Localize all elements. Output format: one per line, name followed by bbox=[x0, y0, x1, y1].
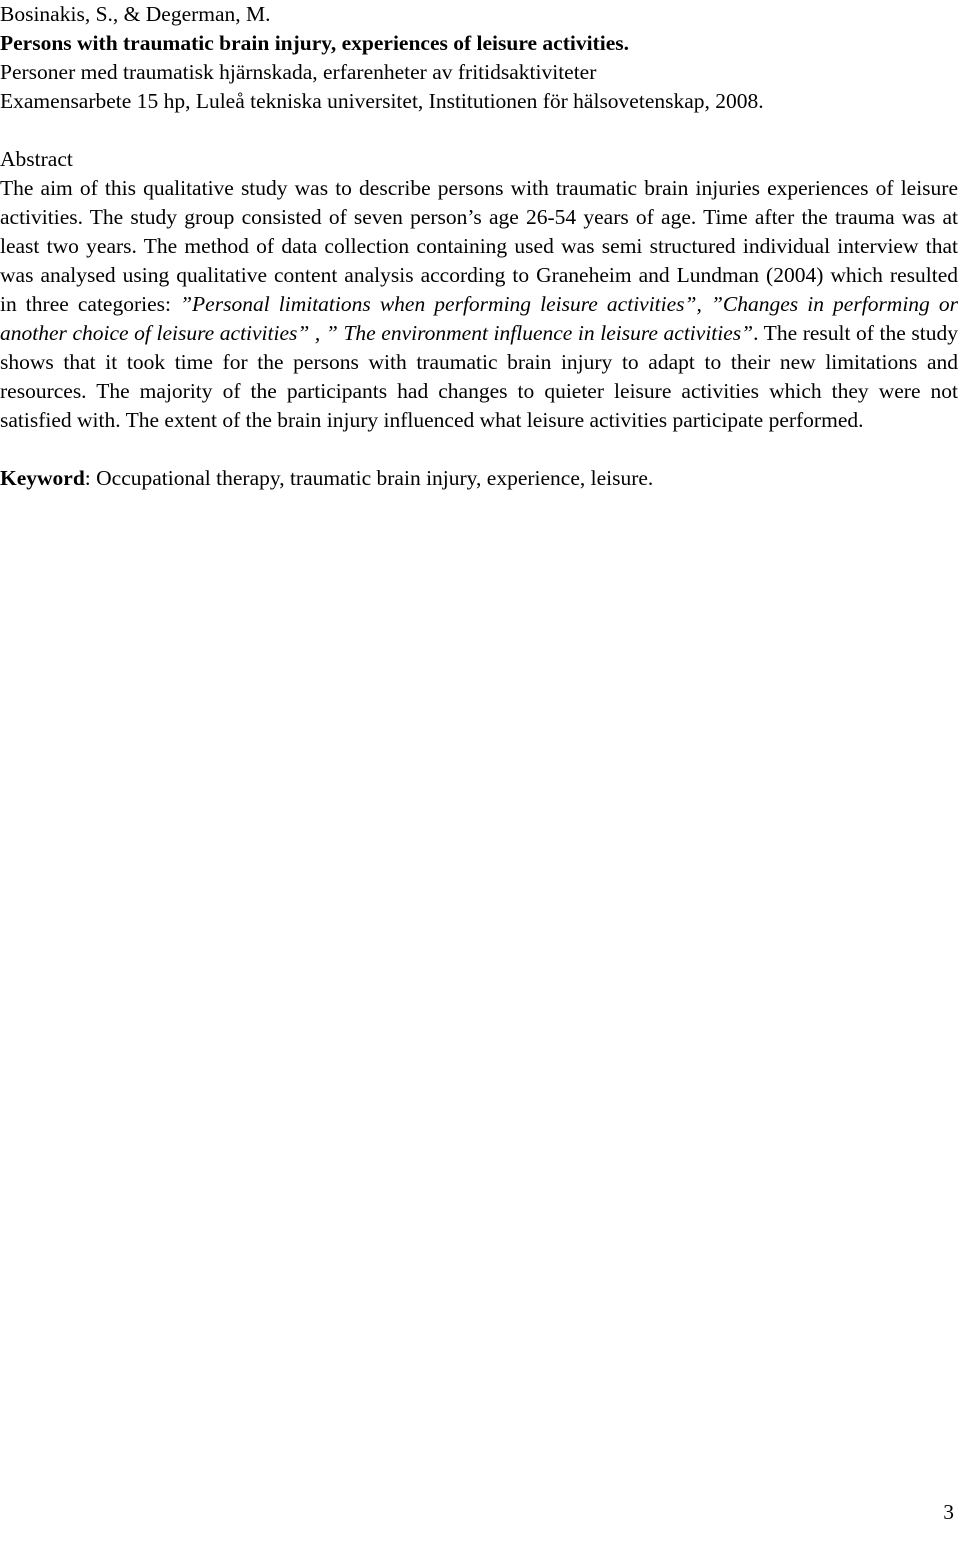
authors: Bosinakis, S., & Degerman, M. bbox=[0, 2, 271, 26]
page-number: 3 bbox=[943, 1500, 954, 1524]
thesis-info: Examensarbete 15 hp, Luleå tekniska universitet, Institutionen för hälsovetenskap, 2008. bbox=[0, 89, 764, 113]
abstract-text-part-2: . The result of the study shows that it took time for the persons with traumatic brain injury to adapt to their new limitations and resources. The majority of the participants had changes to quieter leisure activities which they were not satisfied with. The extent of the brain injury influenced what leisure activities participate performed. bbox=[0, 321, 958, 432]
title-english: Persons with traumatic brain injury, experiences of leisure activities. bbox=[0, 31, 629, 55]
document-page bbox=[0, 0, 958, 493]
abstract-categories: ”Personal limitations when performing leisure activities”, ”Changes in performing or another choice of leisure activities” , ” The environment influence in leisure activities” bbox=[0, 292, 959, 345]
abstract-text-part-1: The aim of this qualitative study was to describe persons with traumatic brain injuries experiences of leisure activities. The study group consisted of seven person’s age 26-54 years of age. Time after the trauma was at least two years. The method of data collection containing used was semi structured individual interview that was analysed using qualitative content analysis according to Graneheim and Lundman (2004) which resulted in three categories: bbox=[0, 176, 958, 316]
abstract-heading: Abstract bbox=[0, 147, 73, 171]
abstract-body bbox=[0, 174, 958, 435]
keywords bbox=[0, 464, 958, 493]
title-swedish: Personer med traumatisk hjärnskada, erfarenheter av fritidsaktiviteter bbox=[0, 60, 597, 84]
keywords-text: : Occupational therapy, traumatic brain injury, experience, leisure. bbox=[84, 466, 654, 490]
keywords-label: Keyword bbox=[0, 466, 85, 490]
